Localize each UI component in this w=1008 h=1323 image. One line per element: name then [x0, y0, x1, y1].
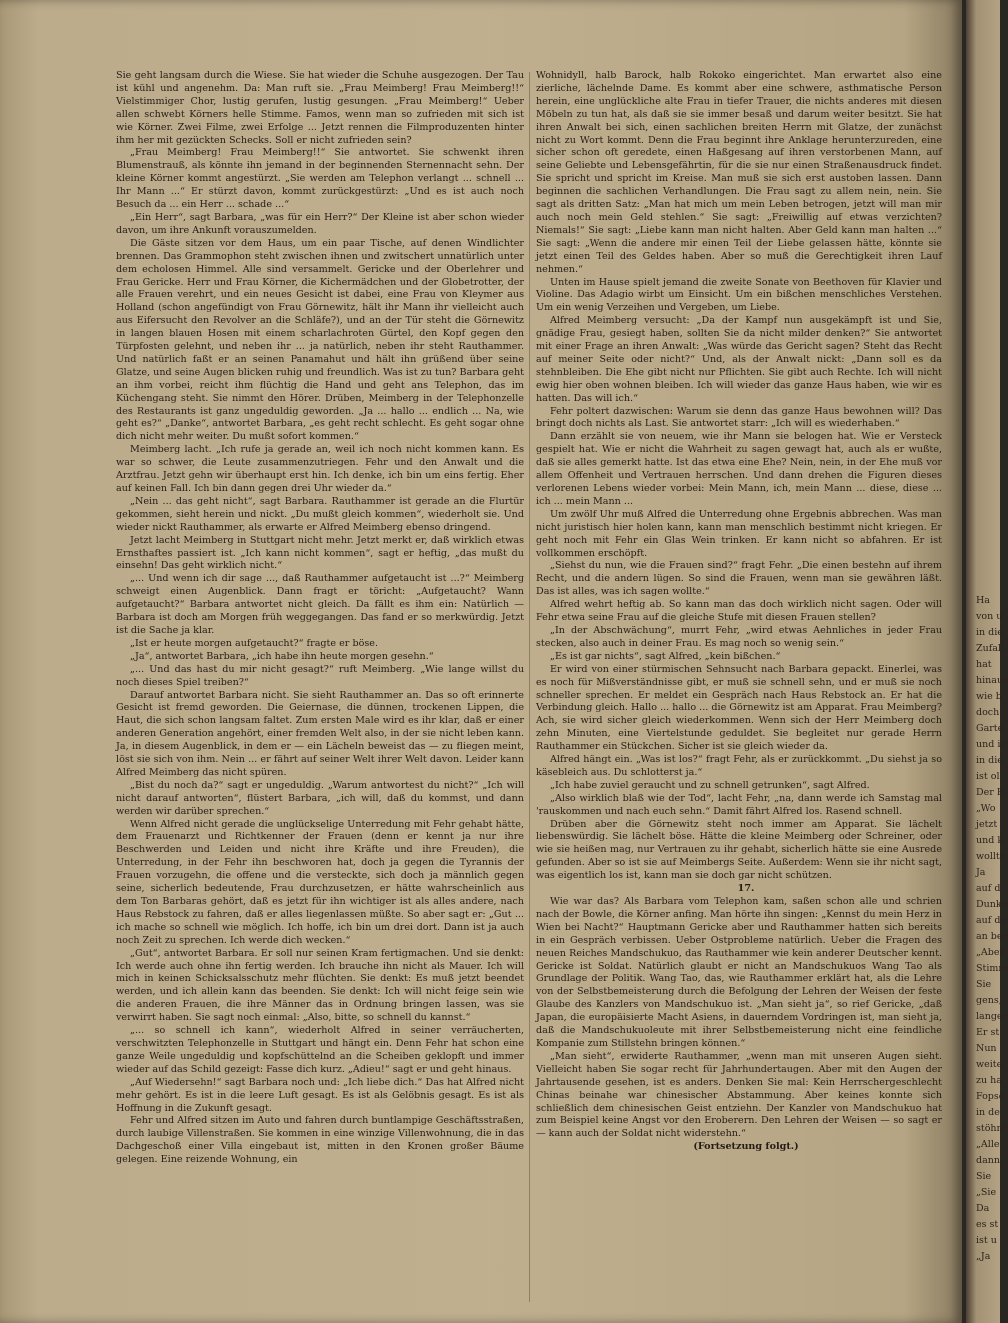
paragraph: Wie war das? Als Barbara vom Telephon kam, saßen schon alle und schrien nach der Bowle, die Körner anfing. Man hörte ihn singen: „Kennst du mein Herz in Wien bei Nacht?“ Hauptmann Gericke aber und Rauthammer hatten sich bereits in ein Gespräch verbissen. Ueber Ostprobleme natürlich. Ueber die Fragen des neuen Reiches Mandschukuo, das Rauthammer wie kein anderer Deutscher kennt. Gericke ist Soldat. Natürlich glaubt er nicht an Mandschukuos Wang Tao als Grundlage der Politik. Wang Tao, das, wie Rauthammer erklärt hat, als die Lehre von der Selbstbemeisterung durch die Befolgung der Lehren der Weisen der feste Glaube des Kanzlers von Mandschukuo ist. „Man sieht ja“, so rief Gericke, „daß Japan, die europäisierte Macht Asiens, in dauerndem Vordringen ist, man sieht ja, daß die Mandschukuoleute mit ihrer Selbstbemeisterung nicht eine feindliche Kompanie zum Stillstehn bringen können.“: [536, 896, 942, 1049]
paragraph: Fehr poltert dazwischen: Warum sie denn das ganze Haus bewohnen will? Das bringt doch nichts als Last. Sie antwortet starr: „Ich will es wiederhaben.“: [536, 405, 942, 430]
next-page-fragment: dann,: [976, 1155, 1004, 1166]
paragraph: Dann erzählt sie von neuem, wie ihr Mann sie belogen hat. Wie er Versteck gespielt hat. Wie er nicht die Wahrheit zu sagen gewagt hat, auch als er wußte, daß sie alles gemerkt hatte. Ist das etwa eine Ehe? Nein, nein, in der Ehe muß vor allem Offenheit und Vertrauen herrschen. Und dann drehen die Figuren dieses verlorenen Lebens wieder vorbei: Mein Mann, ich, mein Mann ... diese, diese ... ich ... mein Mann ...: [536, 431, 942, 507]
next-page-fragment: Zufall: [976, 643, 1004, 654]
next-page-fragment: stöhnt: [976, 1123, 1007, 1134]
paragraph: „... Und wenn ich dir sage ..., daß Rauthammer aufgetaucht ist ...?“ Meimberg schweigt einen Augenblick. Dann fragt er töricht: „Aufgetaucht? Wann aufgetaucht?“ Barbara antwortet nicht gleich. Da fällt es ihm ein: Natürlich — Barbara ist doch am Morgen früh weggegangen. Das fand er so merkwürdig. Jetzt ist die Sache ja klar.: [116, 573, 524, 636]
next-page-fragment: und ir: [976, 739, 1005, 750]
next-page-fragment: zu ha: [976, 1075, 1002, 1086]
paragraph: Fehr und Alfred sitzen im Auto und fahren durch buntlampige Geschäftsstraßen, durch laubige Villenstraßen. Sie kommen in eine winzige Villenwohnung, die in das Dachgeschoß einer Villa eingebaut ist, mitten in den Kronen großer Bäume gelegen. Eine reizende Wohnung, ein: [116, 1115, 524, 1166]
next-page-fragment: ist u: [976, 1235, 997, 1246]
next-page-fragment: Der R: [976, 787, 1004, 798]
chapter-number: 17.: [737, 883, 755, 895]
paragraph: Unten im Hause spielt jemand die zweite Sonate von Beethoven für Klavier und Violine. Das Adagio wirbt um Einsicht. Um ein bißchen menschliches Verstehen. Um ein wenig Verzeihen und Vergeben, um Liebe.: [536, 276, 942, 314]
next-page-fragment: Sie: [976, 1171, 992, 1182]
next-page-fragment: in die: [976, 627, 1003, 638]
next-page-fragment: langer: [976, 1011, 1008, 1022]
paragraph: Alfred Meimberg versucht: „Da der Kampf nun ausgekämpft ist und Sie, gnädige Frau, gesiegt haben, sollten Sie da nicht milder denken?“ Sie antwortet mit einer Frage an ihren Anwalt: „Was würde das Gericht sagen? Steht das Recht auf meiner Seite oder nicht?“ Und, als der Anwalt nickt: „Dann soll es da stehnbleiben. Die Ehe gibt nicht nur Pflichten. Sie gibt auch Rechte. Ich will nicht ewig hier oben wohnen bleiben. Ich will wieder das ganze Haus haben, wie wir es hatten. Das will ich.“: [536, 315, 942, 404]
next-page-fragment: Sie: [976, 979, 992, 990]
next-page-fragment: jetzt: [976, 819, 998, 830]
paragraph: Alfred wehrt heftig ab. So kann man das doch wirklich nicht sagen. Oder will Fehr etwa seine Frau auf die gleiche Stufe mit diesen Frauen stellen?: [536, 599, 942, 624]
next-page-fragment: in de: [976, 1107, 1000, 1118]
paragraph: Wohnidyll, halb Barock, halb Rokoko eingerichtet. Man erwartet also eine zierliche, lächelnde Dame. Es kommt aber eine schwere, asthmatische Person herein, eine unglückliche alte Frau in tiefer Trauer, die nichts anderes mit diesen Möbeln zu tun hat, als daß sie sie immer besaß und darum weiter besitzt. Sie hat ihren Anwalt bei sich, einen sachlichen breiten Herrn mit Glatze, der zunächst nicht zu Wort kommt. Denn die Frau beginnt ihre Anklage herunterzureden, eine sicher schon oft geredete, einen Haßgesang auf ihren verstorbenen Mann, auf seine Geliebte und Lebensgefährtin, für die sie nur einen Straßenausdruck findet. Sie spricht und spricht im Kreise. Man muß sie sich erst austoben lassen. Dann beginnen die sachlichen Verhandlungen. Die Frau sagt zu allem nein, nein. Sie sagt als dritten Satz: „Man hat mich um mein Leben betrogen, jetzt will man mir auch noch mein Geld stehlen.“ Sie sagt: „Freiwillig auf etwas verzichten? Niemals!“ Sie sagt: „Liebe kann man nicht halten. Aber Geld kann man halten ...“ Sie sagt: „Wenn die andere mir einen Teil der Liebe gelassen hätte, könnte sie jetzt einen Teil des Geldes haben. Aber so muß die Gerechtigkeit ihren Lauf nehmen.“: [536, 70, 942, 275]
paragraph: „Ja“, antwortet Barbara, „ich habe ihn heute morgen gesehn.“: [130, 650, 434, 662]
next-page-fragment: „Sie: [976, 1187, 997, 1198]
next-page-fragment: doch: [976, 707, 1000, 718]
paragraph: „Ist er heute morgen aufgetaucht?“ fragte er böse.: [130, 637, 379, 649]
next-page-fragment: Ja: [976, 867, 986, 878]
paragraph: „Siehst du nun, wie die Frauen sind?“ fragt Fehr. „Die einen bestehn auf ihrem Recht, und die andern lügen. So sind die Frauen, wenn man sie gewähren läßt. Das ist alles, was ich sagen wollte.“: [536, 560, 942, 598]
paragraph: Jetzt lacht Meimberg in Stuttgart nicht mehr. Jetzt merkt er, daß wirklich etwas Ernsthaftes passiert ist. „Ich kann nicht kommen“, sagt er heftig, „das mußt du einsehn! Das geht wirklich nicht.“: [116, 534, 524, 572]
next-page-fragment: Dunke: [976, 899, 1008, 910]
paragraph: „Gut“, antwortet Barbara. Er soll nur seinen Kram fertigmachen. Und sie denkt: Ich werde auch ohne ihn fertig werden. Ich brauche ihn nicht als Mauer. Ich will mich in keinen Schicksalsschutz mehr flüchten. Sie denkt: Es muß jetzt beendet werden, und ich allein kann das beenden. Sie denkt: Ich will nicht feige sein wie die anderen Frauen, die ihre Männer das in Ordnung bringen lassen, was sie verwirrt haben. Sie sagt noch einmal: „Also, bitte, so schnell du kannst.“: [116, 947, 524, 1024]
next-page-fragment: hat: [976, 659, 992, 670]
paragraph: „Frau Meimberg! Frau Meimberg!!“ Sie antwortet. Sie schwenkt ihren Blumenstrauß, als könnte ihn jemand in der beginnenden Sternennacht sehn. Der kleine Körner kommt angestürzt. „Sie werden am Telephon verlangt ... schnell ... Ihr Mann ...“ Er stürzt davon, kommt zurückgestürzt: „Und es ist auch noch Besuch da ... ein Herr ... schade ...“: [116, 147, 524, 211]
next-page-fragment: an ber: [976, 931, 1008, 942]
next-page-fragment: von u: [976, 611, 1003, 622]
next-page-fragment: ist ol: [976, 771, 1000, 782]
next-page-fragment: es st: [976, 1219, 999, 1230]
continuation-note: (Fortsetzung folgt.): [693, 1141, 799, 1153]
next-page-fragment: auf d: [976, 883, 1001, 894]
next-page-fragment: Garte: [976, 723, 1004, 734]
next-page-fragment: „Wo: [976, 803, 996, 814]
paragraph: „Man sieht“, erwiderte Rauthammer, „wenn man mit unseren Augen sieht. Vielleicht haben Sie sogar recht für Jahrhundertaugen. Aber mit den Augen der Jahrtausende gesehen, ist es anders. Denken Sie mal: Kein Herrschergeschlecht Chinas beinahe war chinesischer Abstammung. Aber keines konnte sich schließlich dem chinesischen Geist entziehn. Der Kanzler von Mandschukuo hat zum Beispiel keine Angst vor den Eroberern. Den Lehren der Weisen — so sagt er — kann auch der Soldat nicht widerstehn.“: [536, 1050, 942, 1140]
next-page-fragment: „Ja: [976, 1251, 991, 1262]
next-page-fragment: auf de: [976, 915, 1007, 926]
paragraph: „In der Abschwächung“, murrt Fehr, „wird etwas Aehnliches in jeder Frau stecken, also auch in deiner Frau. Es mag noch so wenig sein.“: [536, 624, 942, 649]
paragraph: „Nein ... das geht nicht“, sagt Barbara. Rauthammer ist gerade an die Flurtür gekommen, sieht herein und nickt. „Du mußt gleich kommen“, wiederholt sie. Und wieder nickt Rauthammer, als erwarte er Alfred Meimberg ebenso dringend.: [116, 495, 524, 533]
text-column-right: [536, 70, 942, 1310]
next-page-fragment: gens,: [976, 995, 1002, 1006]
next-page-fragment: Da: [976, 1203, 990, 1214]
paragraph: Um zwölf Uhr muß Alfred die Unterredung ohne Ergebnis abbrechen. Was man nicht juristisch hier holen kann, kann man menschlich bestimmt nicht kriegen. Er geht noch mit Fehr ein Glas Wein trinken. Er kann nicht so abfahren. Er ist vollkommen erschöpft.: [536, 508, 942, 559]
text-column-left: [116, 70, 524, 1310]
next-page-fragment: Stimm: [976, 963, 1008, 974]
paragraph: Wenn Alfred nicht gerade die unglückselige Unterredung mit Fehr gehabt hätte, dem Frauenarzt und Richtkenner der Frauen (denn er kennt ja nur ihre Beschwerden und Leiden und nicht ihre Kräfte und ihre Freuden), die Unterredung, in der Fehr ihn beschworen hat, doch ja gegen die Tyrannis der Frauen vorzugehn, die offene und die versteckte, sich doch ja männlich gegen seine, sicherlich bedeutende, Frau durchzusetzen, er hätte wahrscheinlich aus dem Ton Barbaras gehört, daß es jetzt für ihn wichtiger ist als alles andere, nach Haus Rebstock zu fahren, daß er alles liegenlassen müßte. So aber sagt er: „Gut ... ich mache so schnell wie möglich. Ich hoffe, ich bin um drei dort. Dann ist ja auch noch Zeit zu sprechen. Ich werde dich wecken.“: [116, 818, 524, 946]
paragraph: „Ein Herr“, sagt Barbara, „was für ein Herr?“ Der Kleine ist aber schon wieder davon, um ihre Ankunft vorauszumelden.: [116, 211, 524, 236]
next-page-fragment: in die: [976, 755, 1003, 766]
paragraph: Alfred hängt ein. „Was ist los?“ fragt Fehr, als er zurückkommt. „Du siehst ja so käsebleich aus. Du schlotterst ja.“: [536, 754, 942, 778]
next-page-fragment: Fopse: [976, 1091, 1005, 1102]
paragraph: „Auf Wiedersehn!“ sagt Barbara noch und: „Ich liebe dich.“ Das hat Alfred nicht mehr gehört. Es ist in die leere Luft gesagt. Es ist als Gelöbnis gesagt. Es ist als Hoffnung in die Zukunft gesagt.: [116, 1076, 524, 1114]
paragraph: „... so schnell ich kann“, wiederholt Alfred in seiner verräucherten, verschwitzten Telephonzelle in Stuttgart und hängt ein. Denn Fehr hat schon eine ganze Weile ungeduldig und kopfschüttelnd an die Scheiben geklopft und immer wieder auf das Schild gezeigt: Fasse dich kurz. „Adieu!“ sagt er und geht hinaus.: [116, 1025, 524, 1075]
paragraph: Drüben aber die Görnewitz steht noch immer am Apparat. Sie lächelt liebenswürdig. Sie lächelt böse. Hätte die kleine Meimberg oder Schreiner, oder wie sie heißen mag, nur Vertrauen zu ihr gehabt, sicherlich hätte sie eine Ausrede gefunden. Aber so ist sie auf Meimbergs Seite. Außerdem: Wenn sie ihr nicht sagt, was eigentlich los ist, kann man sie doch gar nicht schützen.: [536, 818, 942, 882]
next-page-fragment: Ha: [976, 595, 990, 606]
next-page-fragment: „Aber: [976, 947, 1005, 958]
next-page-fragment: „Alle: [976, 1139, 1000, 1150]
paragraph: Die Gäste sitzen vor dem Haus, um ein paar Tische, auf denen Windlichter brennen. Das Grammophon steht zwischen ihnen und zwitschert unnatürlich unter dem echolosen Himmel. Alle sind versammelt. Gericke und der Oberlehrer und Frau Gericke. Herr und Frau Körner, die Kichermädchen und der Globetrotter, der alle Frauen verehrt, und ein neues Gesicht ist dabei, eine Frau von Kleymer aus Holland (schon angefündigt von Frau Görnewitz, hält ihr Mann ihr vielleicht auch aus Eifersucht den Revolver an die Schläfe?), und an der Tür steht die Görnewitz in langen blauen Hosen mit einem scharlachroten Gürtel, den Kopf gegen den Türpfosten gelehnt, und neben ihr ... ja natürlich, neben ihr steht Rauthammer. Und natürlich faßt er an seinen Panamahut und hält ihn grüßend über seine Glatze, und seine Augen blicken ruhig und freundlich. Was ist zu tun? Barbara geht an ihm vorbei, reicht ihm flüchtig die Hand und geht ans Telephon, das im Küchengang steht. Sie nimmt den Hörer. Drüben, Meimberg in der Telephonzelle des Restaurants ist ganz ungeduldig geworden. „Ja ... hallo ... endlich ... Na, wie geht es?“ „Danke“, antwortet Barbara, „es geht recht schlecht. Es geht sogar ohne dich nicht mehr weiter. Du mußt sofort kommen.“: [116, 237, 524, 443]
next-page-fragment: wie b: [976, 691, 1002, 702]
paragraph: Sie geht langsam durch die Wiese. Sie hat wieder die Schuhe ausgezogen. Der Tau ist kühl und angenehm. Da: Man ruft sie. „Frau Meimberg! Frau Meimberg!!“ Vielstimmiger Chor, lustig gerufen, lustig gesungen. „Frau Meimberg!“ Ueber allen schwebt Körners helle Stimme. Famos, wenn man so zufrieden mit sich ist wie Körner. Zwei Filme, zwei Erfolge ... Jetzt rennen die Filmproduzenten hinter ihm her mit gezückten Schecks. Soll er nicht zufrieden sein?: [116, 70, 524, 146]
paragraph: Er wird von einer stürmischen Sehnsucht nach Barbara gepackt. Einerlei, was es noch für Mißverständnisse gibt, er muß sie schnell sehn, und er muß sie noch schneller sprechen. Er meldet ein Gespräch nach Haus Rebstock an. Er hat die Verbindung gleich. Hallo ... hallo ... die Görnewitz ist am Apparat. Frau Meimberg? Ach, sie wird sicher gleich wiederkommen. Wenn sich der Herr Meimberg doch zehn Minuten, eine Viertelstunde geduldet. Sie begleitet nur gerade Herrn Rauthammer ein Stückchen. Sicher ist sie gleich wieder da.: [536, 663, 942, 753]
paragraph: „Es ist gar nichts“, sagt Alfred, „kein bißchen.“: [550, 650, 781, 662]
paragraph: Darauf antwortet Barbara nicht. Sie sieht Rauthammer an. Das so oft erinnerte Gesicht ist fremd geworden. Die Geiernase, die dünnen, trockenen Lippen, die Haut, die sich schon langsam faltet. Zum ersten Male wird es ihr klar, daß er einer anderen Generation angehört, einer fremden Welt also, in der sie nicht leben kann. Ja, in diesem Augenblick, in dem er — ein Lächeln beweist das — zu fliegen meint, löst sie sich von ihm. Nein ... er fährt auf seiner Welt ihrer Welt davon. Leider kann Alfred Meimberg das nicht spüren.: [116, 689, 524, 778]
column-divider: [529, 72, 530, 1302]
paragraph: Meimberg lacht. „Ich rufe ja gerade an, weil ich noch nicht kommen kann. Es war so schwer, die Leute zusammenzutriegen. Fehr und den Anwalt und die Arztfrau. Jetzt gehn wir überhaupt erst hin. Ich denke, ich bin um eins fertig. Eher auf keinen Fall. Ich bin dann gegen drei Uhr wieder da.“: [116, 444, 524, 494]
adjacent-page-edge: [966, 0, 1008, 1323]
paragraph: „Also wirklich blaß wie der Tod“, lacht Fehr, „na, dann werde ich Samstag mal 'rauskommen und nach euch sehn.“ Damit fährt Alfred los. Rasend schnell.: [536, 792, 942, 817]
next-page-fragment: Nun: [976, 1043, 997, 1054]
paragraph: „Bist du noch da?“ sagt er ungeduldig. „Warum antwortest du nicht?“ „Ich will nicht darauf antworten“, flüstert Barbara, „ich will, daß du kommst, und dann werden wir darüber sprechen.“: [116, 779, 524, 817]
paragraph: „... Und das hast du mir nicht gesagt?“ ruft Meimberg. „Wie lange willst du noch dieses Spiel treiben?“: [116, 663, 524, 688]
next-page-fragment: wollte: [976, 851, 1006, 862]
next-page-fragment: hinaus: [976, 675, 1008, 686]
next-page-fragment: Er st: [976, 1027, 1000, 1038]
paragraph: „Ich habe zuviel geraucht und zu schnell getrunken“, sagt Alfred.: [550, 779, 870, 791]
next-page-fragment: und k: [976, 835, 1004, 846]
next-page-fragment: weite: [976, 1059, 1003, 1070]
